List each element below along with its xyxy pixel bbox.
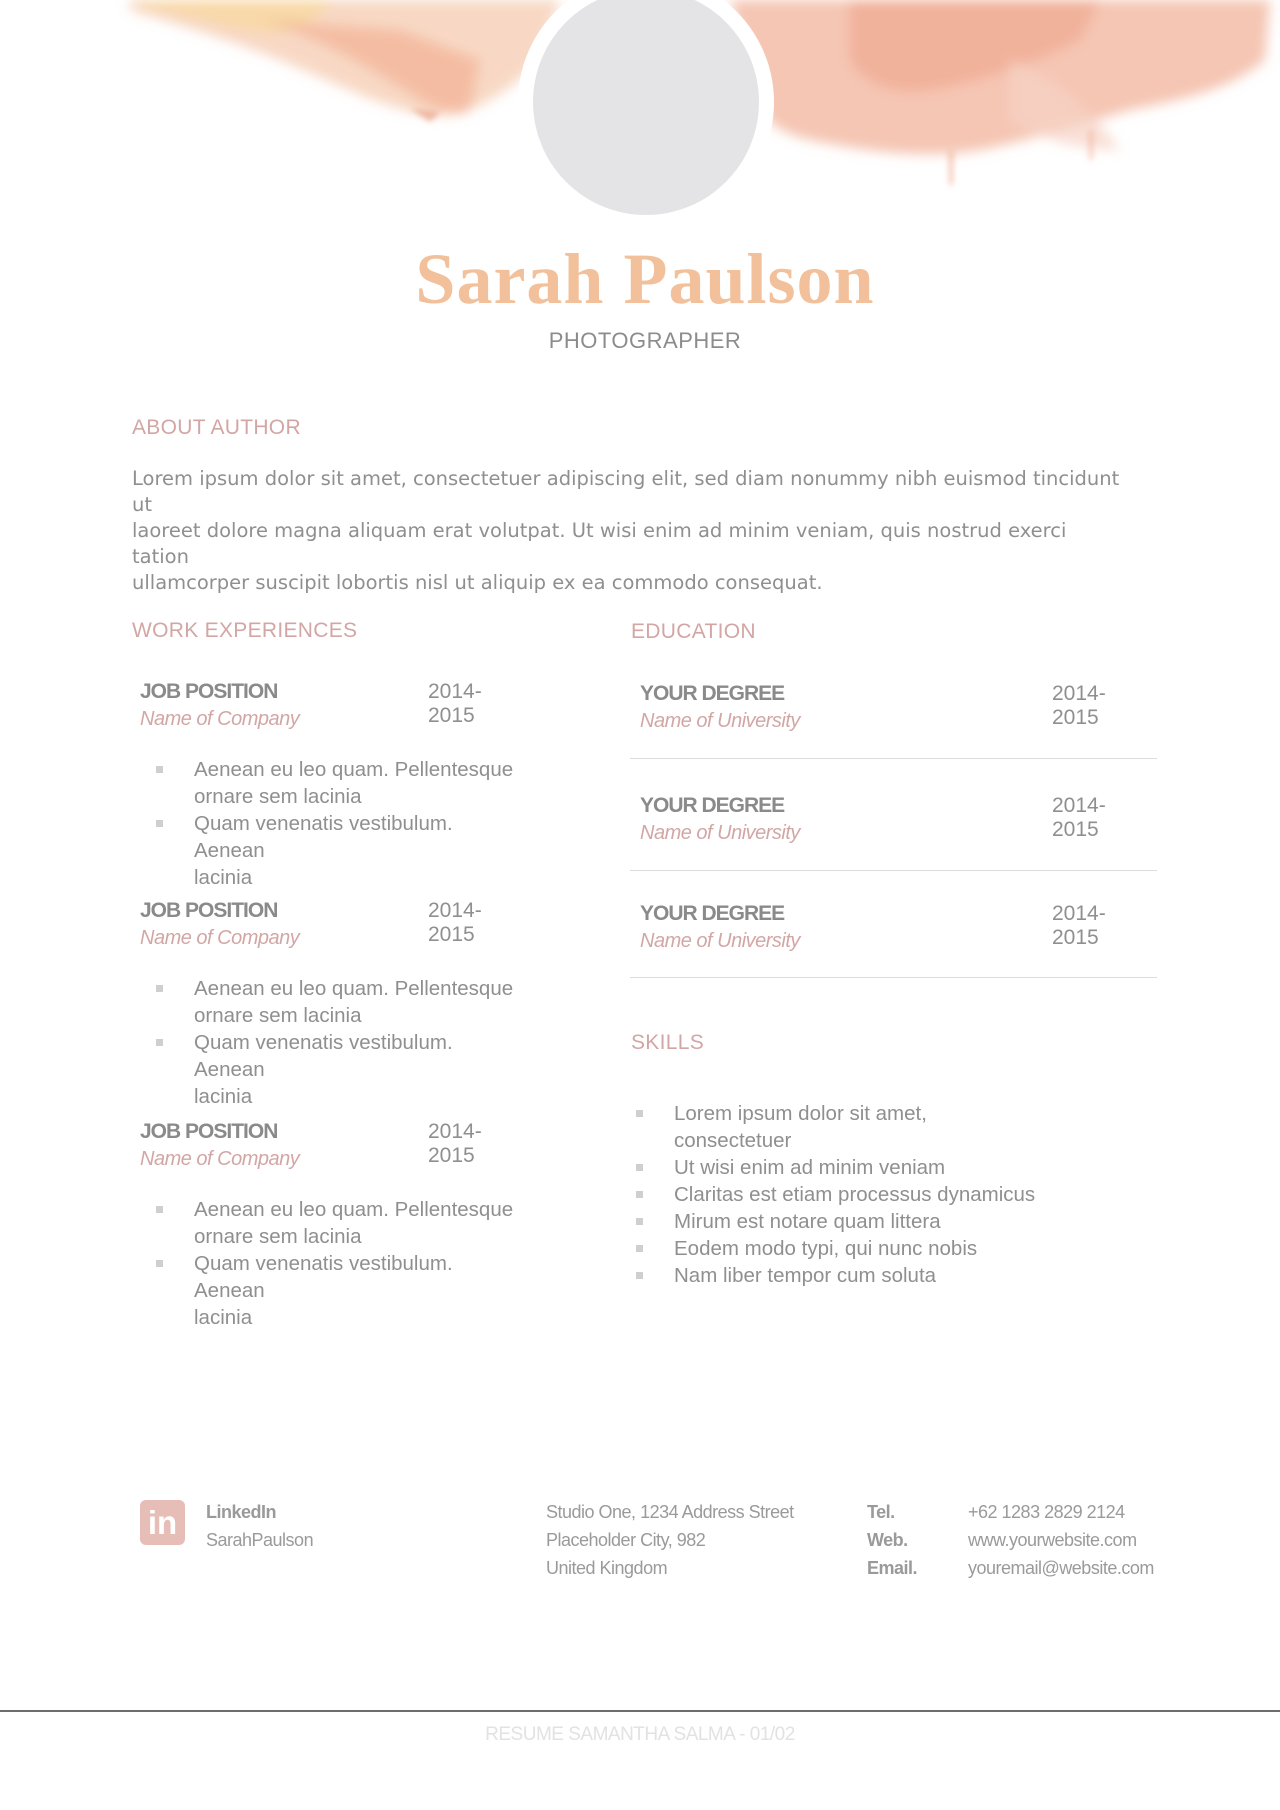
job-position: JOB POSITION [140, 680, 278, 703]
work-entry [140, 899, 522, 1108]
job-years: 2014-2015 [428, 1120, 482, 1167]
skill-line: Mirum est notare quam littera [674, 1210, 941, 1233]
university-name: Name of University [640, 710, 800, 732]
bullet-line: ornare sem lacinia [194, 1004, 362, 1027]
bullet-line: Quam venenatis vestibulum. Aenean [194, 1252, 453, 1302]
about-section-title: ABOUT AUTHOR [132, 416, 301, 439]
list-item [636, 1235, 1156, 1262]
skill-line: Ut wisi enim ad minim veniam [674, 1156, 946, 1179]
tel-label: Tel. [867, 1502, 895, 1522]
education-divider [630, 758, 1157, 759]
linkedin-icon-glyph: in [147, 1504, 178, 1541]
linkedin-icon[interactable] [140, 1500, 185, 1545]
list-item [636, 1100, 1156, 1154]
bullet-line: Aenean eu leo quam. Pellentesque [194, 1198, 514, 1221]
bullet-line: lacinia [194, 1085, 253, 1108]
linkedin-username[interactable]: SarahPaulson [206, 1530, 314, 1550]
list-item [636, 1208, 1156, 1235]
email-value[interactable]: youremail@website.com [968, 1558, 1154, 1578]
company-name: Name of Company [140, 708, 300, 730]
list-item [636, 1154, 1156, 1181]
about-line: laoreet dolore magna aliquam erat volutpat. Ut wisi enim ad minim veniam, quis nostrud exerci tation [132, 519, 1067, 568]
work-section-title: WORK EXPERIENCES [132, 619, 358, 642]
job-bullets [156, 975, 526, 1110]
bullet-square-icon [636, 1191, 643, 1198]
candidate-role: PHOTOGRAPHER [548, 328, 742, 353]
bullet-line: Quam venenatis vestibulum. Aenean [194, 1031, 453, 1081]
address-line: Studio One, 1234 Address Street [546, 1502, 794, 1522]
degree-years: 2014-2015 [1052, 682, 1106, 729]
degree-years: 2014-2015 [1052, 794, 1106, 841]
education-divider [630, 870, 1157, 871]
bullet-line: ornare sem lacinia [194, 1225, 362, 1248]
job-years: 2014-2015 [428, 899, 482, 946]
bullet-line: ornare sem lacinia [194, 785, 362, 808]
company-name: Name of Company [140, 927, 300, 949]
bullet-square-icon [636, 1245, 643, 1252]
address-line: United Kingdom [546, 1558, 668, 1578]
education-section-title: EDUCATION [631, 620, 756, 643]
university-name: Name of University [640, 930, 800, 952]
job-bullets [156, 1196, 526, 1331]
company-name: Name of Company [140, 1148, 300, 1170]
bullet-square-icon [156, 766, 163, 773]
bullet-line: Aenean eu leo quam. Pellentesque [194, 977, 514, 1000]
skill-line: Lorem ipsum dolor sit amet, [674, 1102, 927, 1125]
job-years: 2014-2015 [428, 680, 482, 727]
bullet-square-icon [156, 1260, 163, 1267]
web-value[interactable]: www.yourwebsite.com [968, 1530, 1137, 1550]
list-item [636, 1262, 1156, 1289]
email-label: Email. [867, 1558, 918, 1578]
footer-text: RESUME SAMANTHA SALMA - 01/02 [485, 1724, 795, 1745]
about-line: ullamcorper suscipit lobortis nisl ut aliquip ex ea commodo consequat. [132, 571, 823, 594]
education-entry [640, 682, 1145, 742]
candidate-name: Sarah Paulson [415, 239, 875, 319]
bullet-square-icon [636, 1164, 643, 1171]
linkedin-label: LinkedIn [206, 1502, 277, 1522]
list-item [156, 1029, 526, 1110]
work-entry [140, 1120, 522, 1329]
bullet-square-icon [156, 1039, 163, 1046]
degree-years: 2014-2015 [1052, 902, 1106, 949]
education-entry [640, 902, 1145, 962]
address-line: Placeholder City, 982 [546, 1530, 706, 1550]
bullet-line: lacinia [194, 866, 253, 889]
contact-values [968, 1498, 1154, 1582]
about-text [132, 466, 1122, 596]
list-item [636, 1181, 1156, 1208]
bullet-line: Aenean eu leo quam. Pellentesque [194, 758, 514, 781]
job-position: JOB POSITION [140, 1120, 278, 1143]
degree-name: YOUR DEGREE [640, 682, 785, 705]
list-item [156, 810, 526, 891]
contact-labels [867, 1498, 917, 1582]
linkedin-contact [206, 1498, 313, 1554]
degree-name: YOUR DEGREE [640, 902, 785, 925]
bullet-square-icon [156, 985, 163, 992]
work-entry [140, 680, 522, 889]
bullet-square-icon [156, 820, 163, 827]
bullet-square-icon [636, 1218, 643, 1225]
skills-section-title: SKILLS [631, 1031, 705, 1054]
bullet-square-icon [156, 1206, 163, 1213]
web-label: Web. [867, 1530, 908, 1550]
skill-line: Eodem modo typi, qui nunc nobis [674, 1237, 978, 1260]
tel-value[interactable]: +62 1283 2829 2124 [968, 1502, 1125, 1522]
skill-line: Nam liber tempor cum soluta [674, 1264, 937, 1287]
university-name: Name of University [640, 822, 800, 844]
bullet-line: Quam venenatis vestibulum. Aenean [194, 812, 453, 862]
about-line: Lorem ipsum dolor sit amet, consectetuer adipiscing elit, sed diam nonummy nibh euismod tincidunt ut [132, 467, 1120, 516]
list-item [156, 756, 526, 810]
bullet-line: lacinia [194, 1306, 253, 1329]
bullet-square-icon [636, 1110, 643, 1117]
education-entry [640, 794, 1145, 854]
footer-divider [0, 1710, 1280, 1712]
degree-name: YOUR DEGREE [640, 794, 785, 817]
list-item [156, 1250, 526, 1331]
bullet-square-icon [636, 1272, 643, 1279]
skill-line: Claritas est etiam processus dynamicus [674, 1183, 1036, 1206]
skills-list [636, 1100, 1156, 1289]
education-divider [630, 977, 1157, 978]
address-block [546, 1498, 794, 1582]
list-item [156, 1196, 526, 1250]
job-bullets [156, 756, 526, 891]
list-item [156, 975, 526, 1029]
skill-line: consectetuer [674, 1129, 792, 1152]
job-position: JOB POSITION [140, 899, 278, 922]
